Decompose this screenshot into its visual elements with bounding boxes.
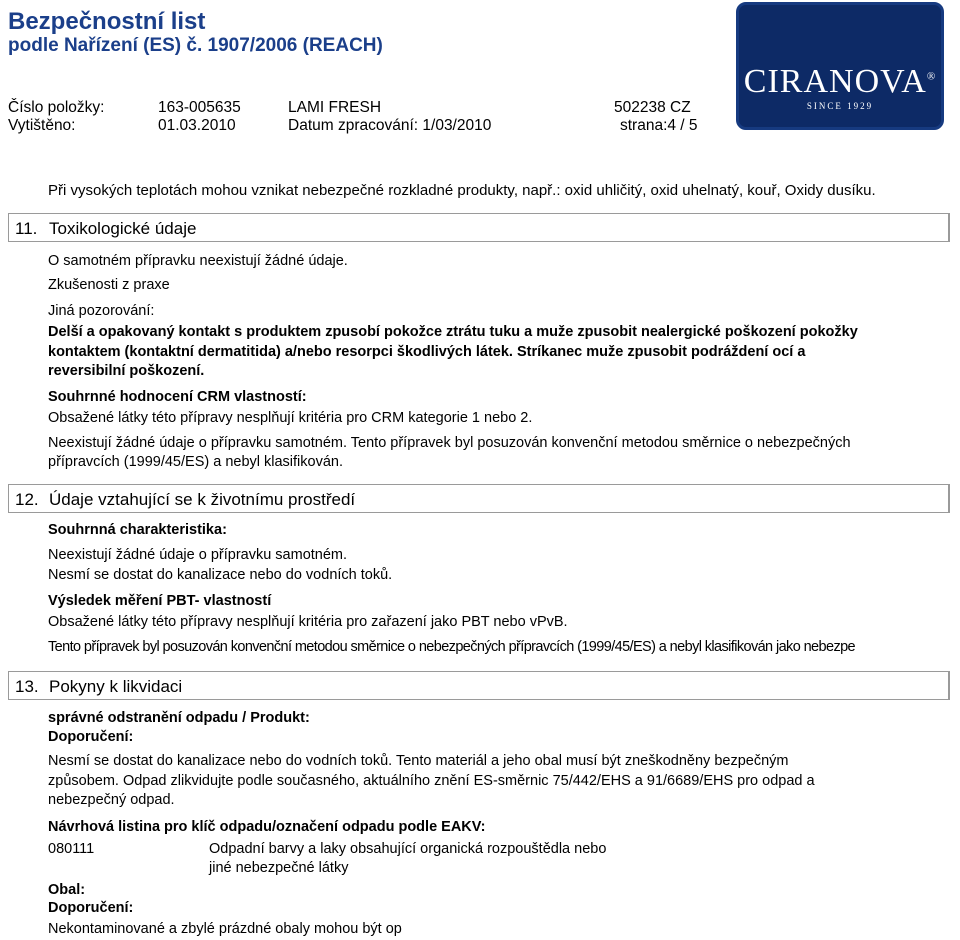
other-observations-line3: reversibilní poškození. — [48, 363, 205, 379]
crm-text: Obsažené látky této přípravy nesplňují kritéria pro CRM kategorie 1 nebo 2. — [48, 410, 533, 426]
logo-name: CIRANOVA — [743, 63, 927, 100]
item-number: 163-005635 — [158, 99, 241, 116]
document-subtitle: podle Nařízení (ES) č. 1907/2006 (REACH) — [8, 35, 383, 56]
packaging-label: Obal: — [48, 882, 86, 898]
other-observations-label: Jiná pozorování: — [48, 303, 155, 319]
pbt-conventional-text: Tento přípravek byl posuzován konvenční metodou směrnice o nebezpečných přípravcích (1999/45/ES) a nebyl klasifikován jako nebezpe — [48, 639, 856, 655]
decomposition-products-text: Při vysokých teplotách mohou vznikat nebezpečné rozkladné produkty, např.: oxid uhličitý, oxid uhelnatý, kouř, Oxidy dusíku. — [48, 182, 876, 199]
waste-code: 080111 — [48, 841, 95, 857]
section-11-header — [8, 213, 950, 242]
crm-label: Souhrnné hodnocení CRM vlastností: — [48, 389, 307, 405]
recommendation-line1: Nesmí se dostat do kanalizace nebo do vodních toků. Tento materiál a jeho obal musí být zneškodněny bezpečným — [48, 753, 789, 769]
section-13-title: Pokyny k likvidaci — [49, 677, 183, 696]
conventional-method-line1: Neexistují žádné údaje o přípravku samotném. Tento přípravek byl posuzován konvenční metodou směrnice o nebezpečných — [48, 435, 851, 451]
section-11-title: Toxikologické údaje — [49, 219, 197, 238]
conventional-method-line2: přípravcích (1999/45/ES) a nebyl klasifikován. — [48, 454, 343, 470]
section-13-header — [8, 671, 950, 700]
no-data-text: O samotném přípravku neexistují žádné údaje. — [48, 253, 348, 269]
logo-registered-mark: ® — [926, 70, 937, 83]
other-observations-line2: kontaktem (kontaktní dermatitida) a/nebo resorpci škodlivých látek. Stríkanec muže zpusobit podráždení ocí a — [48, 344, 806, 360]
product-code: 502238 CZ — [614, 99, 691, 116]
recommendation-line3: nebezpečný odpad. — [48, 792, 175, 808]
recommendation-label: Doporučení: — [48, 729, 134, 745]
experience-heading: Zkušenosti z praxe — [48, 277, 170, 293]
disposal-label: správné odstranění odpadu / Produkt: — [48, 710, 310, 726]
other-observations-line1: Delší a opakovaný kontakt s produktem zpusobí pokožce ztrátu tuku a muže zpusobit nealergické poškození pokožky — [48, 324, 858, 340]
waste-description-line1: Odpadní barvy a laky obsahující organická rozpouštědla nebo — [209, 841, 607, 857]
section-12-title: Údaje vztahující se k životnímu prostředí — [49, 490, 356, 509]
summary-label: Souhrnná charakteristika: — [48, 522, 227, 538]
pbt-label: Výsledek měření PBT- vlastností — [48, 593, 272, 609]
document-title: Bezpečnostní list — [8, 8, 206, 35]
product-name: LAMI FRESH — [288, 99, 382, 116]
page-number: strana:4 / 5 — [620, 117, 698, 134]
item-number-label: Číslo položky: — [8, 99, 105, 116]
processed-date: Datum zpracování: 1/03/2010 — [288, 117, 492, 134]
section-13-number: 13. — [15, 677, 39, 696]
recommendation-line2: způsobem. Odpad zlikvidujte podle současného, aktuálního znění ES-směrnic 75/442/EHS a 91/6689/EHS pro odpad a — [48, 773, 815, 789]
section-12-header — [8, 484, 950, 513]
section-11-number: 11. — [15, 219, 38, 238]
waste-description-line2: jiné nebezpečné látky — [209, 860, 349, 876]
summary-line2: Nesmí se dostat do kanalizace nebo do vodních toků. — [48, 567, 393, 583]
waste-list-label: Návrhová listina pro klíč odpadu/označení odpadu podle EAKV: — [48, 819, 486, 835]
printed-label: Vytištěno: — [8, 117, 76, 134]
company-logo — [736, 2, 944, 130]
packaging-text: Nekontaminované a zbylé prázdné obaly mohou být op — [48, 921, 402, 937]
section-12-number: 12. — [15, 490, 39, 509]
logo-since: SINCE 1929 — [806, 101, 874, 111]
summary-line1: Neexistují žádné údaje o přípravku samotném. — [48, 547, 348, 563]
packaging-recommendation-label: Doporučení: — [48, 900, 134, 916]
printed-date: 01.03.2010 — [158, 117, 236, 134]
pbt-text: Obsažené látky této přípravy nesplňují kritéria pro zařazení jako PBT nebo vPvB. — [48, 614, 568, 630]
